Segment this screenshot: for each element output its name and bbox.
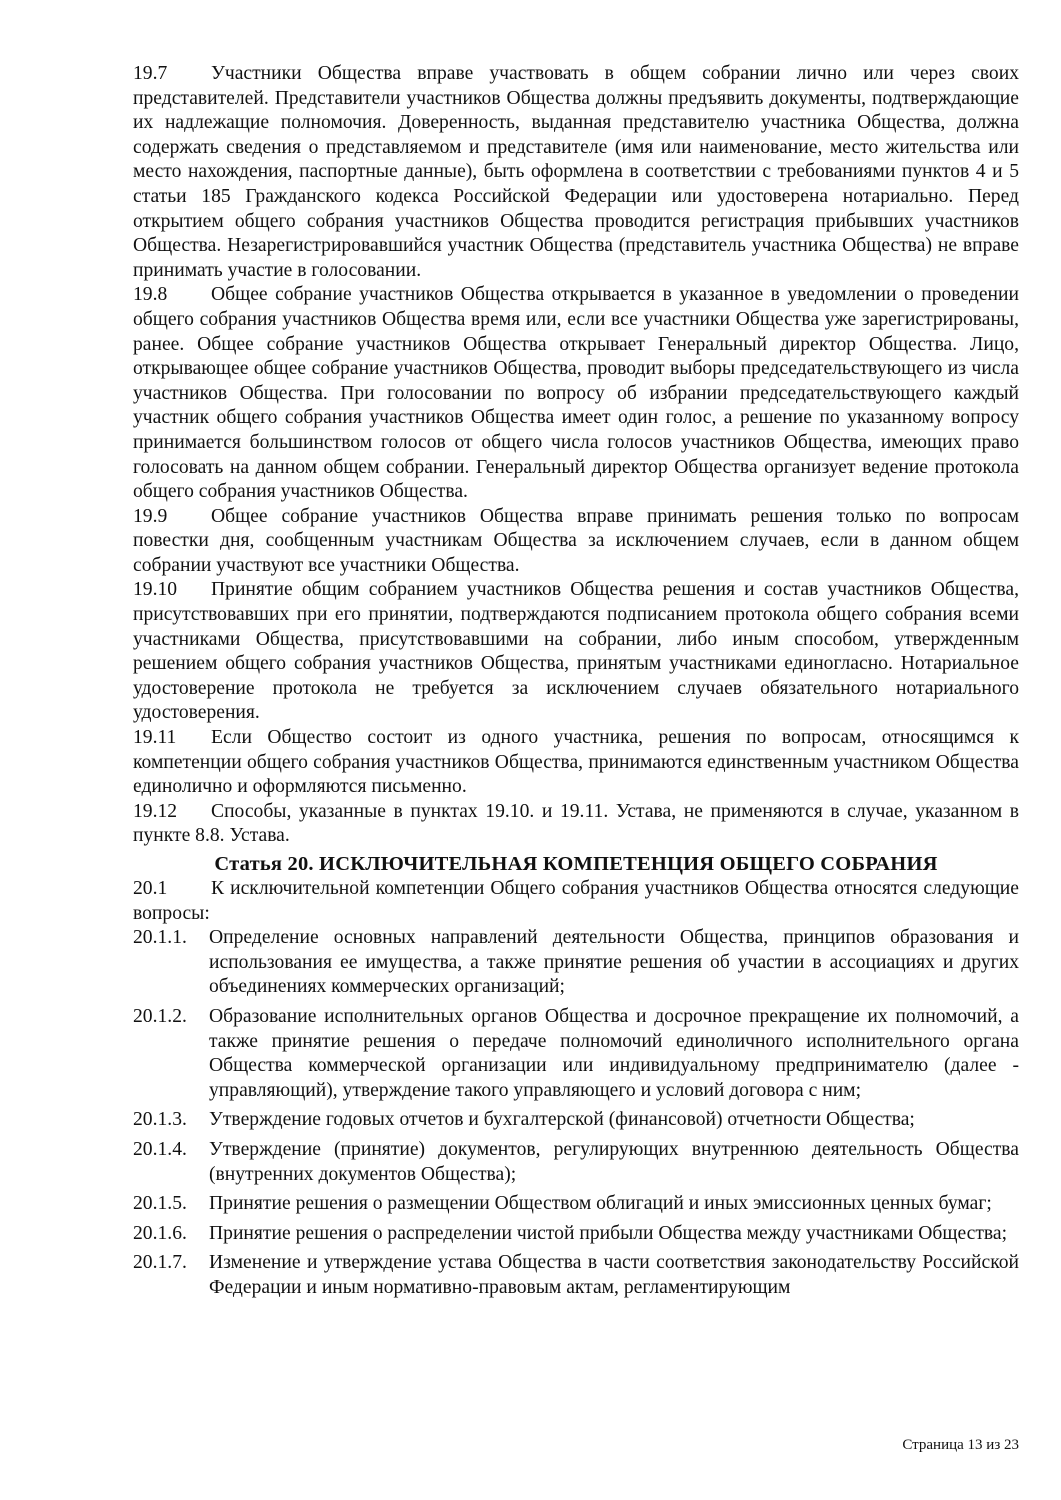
section-number: 19.12 xyxy=(133,800,178,822)
section-text: Участники Общества вправе участвовать в общем собрании лично или через своих представителей. Представители участников Общества должны предъявить документы, подтверждающие их надлежащие полномочия. Доверенность, выданная представителю участника Общества, должна содержать сведения о представляемом и представителе (имя или наименование, место жительства или место нахождения, паспортные данные), быть оформлена в соответствии с требованиями пунктов 4 и 5 статьи 185 Гражданского кодекса Российской Федерации или удостоверена нотариально. Перед открытием общего собрания участников Общества проводится регистрация прибывших участников Общества. Незарегистрировавшийся участник Общества (представитель участника Общества) не вправе принимать участие в голосовании. xyxy=(133,63,1019,281)
section-number: 19.10 xyxy=(133,579,178,601)
section-text: Способы, указанные в пунктах 19.10. и 19.11. Устава, не применяются в случае, указанном в пункте 8.8. Устава. xyxy=(133,800,1019,847)
item-text: Изменение и утверждение устава Общества в части соответствия законодательству Российской Федерации и иным нормативно-правовым актам, регламентирующим xyxy=(209,1252,1019,1298)
section-19-10 xyxy=(133,578,1019,726)
section-text: Если Общество состоит из одного участника, решения по вопросам, относящимся к компетенции общего собрания участников Общества, принимаются единственным участником Общества единолично и оформляются письменно. xyxy=(133,727,1019,798)
item-number: 20.1.5. xyxy=(133,1193,187,1215)
item-number: 20.1.3. xyxy=(133,1109,187,1131)
section-19-11 xyxy=(133,726,1019,800)
list-item xyxy=(133,1005,1019,1103)
section-number: 20.1 xyxy=(133,878,168,899)
list-item xyxy=(133,1138,1019,1187)
item-text: Утверждение годовых отчетов и бухгалтерской (финансовой) отчетности Общества; xyxy=(209,1109,915,1131)
section-19-8 xyxy=(133,283,1019,504)
section-19-12 xyxy=(133,800,1019,849)
item-number: 20.1.2. xyxy=(133,1005,187,1027)
page-number: Страница 13 из 23 xyxy=(902,1437,1019,1453)
list-item xyxy=(133,1192,1019,1217)
item-number: 20.1.4. xyxy=(133,1138,187,1160)
list-item xyxy=(133,1108,1019,1133)
section-number: 19.11 xyxy=(133,727,177,749)
article-title: Статья 20. ИСКЛЮЧИТЕЛЬНАЯ КОМПЕТЕНЦИЯ ОБЩЕГО СОБРАНИЯ xyxy=(214,853,938,875)
item-text: Принятие решения о размещении Обществом облигаций и иных эмиссионных ценных бумаг; xyxy=(209,1193,992,1215)
section-number: 19.7 xyxy=(133,63,168,84)
item-number: 20.1.1. xyxy=(133,927,187,949)
list-item xyxy=(133,926,1019,1000)
section-text: К исключительной компетенции Общего собрания участников Общества относятся следующие вопросы: xyxy=(133,878,1019,924)
section-text: Общее собрание участников Общества вправе принимать решения только по вопросам повестки дня, сообщенным участникам Общества за исключением случаев, если в данном общем собрании участвуют все участники Общества. xyxy=(133,505,1019,576)
section-20-1 xyxy=(133,877,1019,926)
list-item xyxy=(133,1222,1019,1247)
item-number: 20.1.7. xyxy=(133,1252,187,1274)
item-text: Принятие решения о распределении чистой прибыли Общества между участниками Общества; xyxy=(209,1222,1008,1244)
section-number: 19.9 xyxy=(133,505,168,527)
item-text: Утверждение (принятие) документов, регулирующих внутреннюю деятельность Общества (внутренних документов Общества); xyxy=(209,1138,1019,1185)
section-text: Общее собрание участников Общества открывается в указанное в уведомлении о проведении общего собрания участников Общества время или, если все участники Общества уже зарегистрированы, ранее. Общее собрание участников Общества открывает Генеральный директор Общества. Лицо, открывающее общее собрание участников Общества, проводит выборы председательствующего из числа участников Общества. При голосовании по вопросу об избрании председательствующего каждый участник общего собрания участников Общества имеет один голос, а решение по указанному вопросу принимается большинством голосов от общего числа голосов участников Общества, имеющих право голосовать на данном общем собрании. Генеральный директор Общества организует ведение протокола общего собрания участников Общества. xyxy=(133,284,1019,503)
item-number: 20.1.6. xyxy=(133,1222,187,1244)
item-text: Определение основных направлений деятельности Общества, принципов образования и использования ее имущества, а также принятие решения об участии в ассоциациях и других объединениях коммерческих организаций; xyxy=(209,927,1019,998)
section-text: Принятие общим собранием участников Общества решения и состав участников Общества, присутствовавших при его принятии, подтверждаются подписанием протокола общего собрания всеми участниками Общества, присутствовавшими на собрании, либо иным способом, утвержденным решением общего собрания участников Общества, принятым участниками единогласно. Нотариальное удостоверение протокола не требуется за исключением случаев обязательного нотариального удостоверения. xyxy=(133,579,1019,724)
section-number: 19.8 xyxy=(133,284,168,306)
section-19-7 xyxy=(133,62,1019,283)
section-19-9 xyxy=(133,505,1019,579)
list-item xyxy=(133,1251,1019,1300)
item-text: Образование исполнительных органов Общества и досрочное прекращение их полномочий, а также принятие решения о передаче полномочий единоличного исполнительного органа Общества коммерческой организации или индивидуальному предпринимателю (далее - управляющий), утверждение такого управляющего и условий договора с ним; xyxy=(209,1005,1019,1101)
